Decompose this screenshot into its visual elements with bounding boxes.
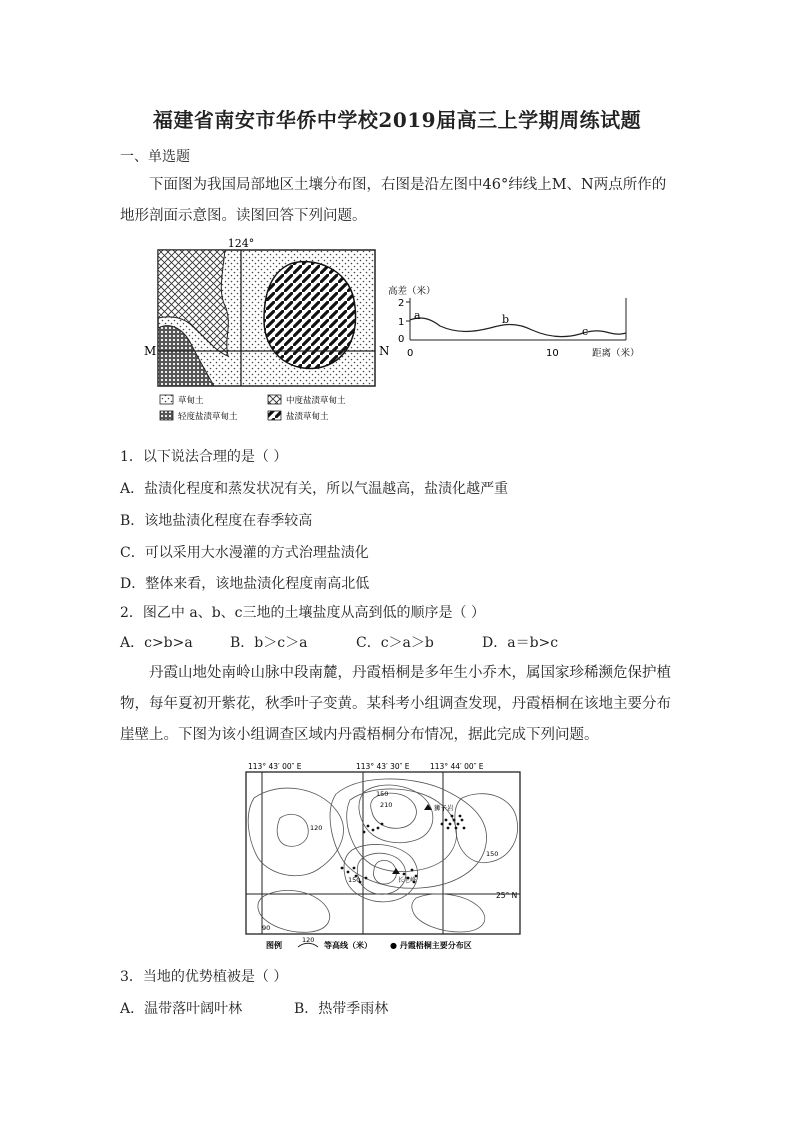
- q1-option-d: D．整体来看，该地盐渍化程度南高北低: [120, 576, 370, 592]
- legend-dot-text: ● 丹霞梧桐主要分布区: [390, 941, 472, 950]
- map-longitude-label: 124°: [227, 238, 255, 250]
- q2-option-d: D．a＝b>c: [482, 635, 559, 651]
- q3-options: [120, 998, 388, 1018]
- q2-options: [120, 632, 558, 652]
- contour-map-legend: [266, 936, 472, 950]
- profile-point-a: a: [414, 309, 421, 322]
- contour-label-southwest: 90: [262, 924, 271, 932]
- profile-point-b: b: [502, 313, 510, 326]
- lon-label-2: 113° 43′ 30″ E: [356, 762, 410, 771]
- profile-ytick-0: 0: [398, 334, 405, 345]
- section-heading: 一、单选题: [120, 149, 190, 165]
- profile-ytick-1: 1: [398, 317, 405, 328]
- intro-paragraph-1: 下面图为我国局部地区土壤分布图，右图是沿左图中46°纬线上M、N两点所作的地形剖面示意图。读图回答下列问题。: [120, 177, 667, 224]
- q1-option-a: A．盐渍化程度和蒸发状况有关，所以气温越高，盐渍化越严重: [120, 481, 509, 497]
- legend-swatch-meadow: [160, 395, 173, 404]
- legend-label-light: 轻度盐渍草甸土: [178, 412, 238, 422]
- peak-label-2: 长老峰: [398, 877, 417, 884]
- profile-ytick-2: 2: [398, 298, 405, 309]
- intro-paragraph-2: 丹霞山地处南岭山脉中段南麓，丹霞梧桐是多年生小乔木，属国家珍稀濒危保护植物，每年夏初开紫花，秋季叶子变黄。某科考小组调查发现，丹霞梧桐在该地主要分布崖壁上。下图为该小组调查区域内丹霞梧桐分布情况，据此完成下列问题。: [120, 665, 671, 743]
- map-point-m: M: [144, 344, 157, 358]
- legend-label-meadow: 草甸土: [178, 396, 204, 406]
- contour-map-figure: [240, 758, 526, 954]
- question-1-stem: 1．以下说法合理的是（ ）: [120, 449, 288, 465]
- question-3-stem: 3．当地的优势植被是（ ）: [120, 969, 288, 985]
- question-2-stem: 2．图乙中 a、b、c三地的土壤盐度从高到低的顺序是（ ）: [120, 605, 485, 621]
- profile-xtick-10: 10: [546, 348, 559, 359]
- legend-prefix: 图例: [266, 941, 282, 950]
- contour-label-south: 150: [348, 876, 361, 884]
- contour-label-east: 150: [486, 850, 499, 858]
- map-point-n: N: [379, 344, 390, 358]
- profile-point-c: c: [582, 325, 589, 338]
- contour-label-top: 150: [376, 790, 389, 798]
- contour-label-west: 120: [310, 824, 323, 832]
- legend-label-moderate: 中度盐渍草甸土: [286, 396, 346, 406]
- q1-option-c: C．可以采用大水漫灌的方式治理盐渍化: [120, 545, 369, 561]
- profile-line: [410, 318, 626, 337]
- profile-xtick-0: 0: [407, 348, 414, 359]
- lat-label: 25° N: [496, 891, 518, 900]
- legend-label-saline: 盐渍草甸土: [286, 412, 329, 422]
- legend-swatch-saline: [268, 411, 281, 420]
- q3-option-a: A．温带落叶阔叶林: [120, 1001, 243, 1017]
- soil-map: [158, 250, 375, 386]
- legend-swatch-moderate: [268, 395, 281, 404]
- soil-distribution-figure: [140, 238, 660, 428]
- q1-option-b: B．该地盐渍化程度在春季较高: [120, 513, 313, 529]
- lon-label-1: 113° 43′ 00″ E: [248, 762, 302, 771]
- lon-label-3: 113° 44′ 00″ E: [430, 762, 484, 771]
- legend-swatch-light: [160, 411, 173, 420]
- profile-xlabel: 距离（米）: [592, 348, 640, 359]
- legend-contour-text: 等高线（米）: [324, 941, 372, 950]
- q2-option-c: C．c＞a＞b: [356, 635, 434, 651]
- peak-label-1: 狮子岩: [434, 804, 454, 812]
- q2-option-a: A．c>b>a: [120, 635, 193, 651]
- map-legend: [160, 395, 346, 422]
- profile-ylabel: 高差（米）: [388, 286, 436, 297]
- legend-contour-value: 120: [302, 936, 315, 944]
- contour-label-inner: 210: [380, 801, 393, 809]
- page-title: 福建省南安市华侨中学校2019届高三上学期周练试题: [152, 108, 642, 132]
- q2-option-b: B．b＞c＞a: [230, 635, 308, 651]
- q3-option-b: B．热带季雨林: [294, 1001, 389, 1017]
- terrain-profile: [388, 285, 640, 359]
